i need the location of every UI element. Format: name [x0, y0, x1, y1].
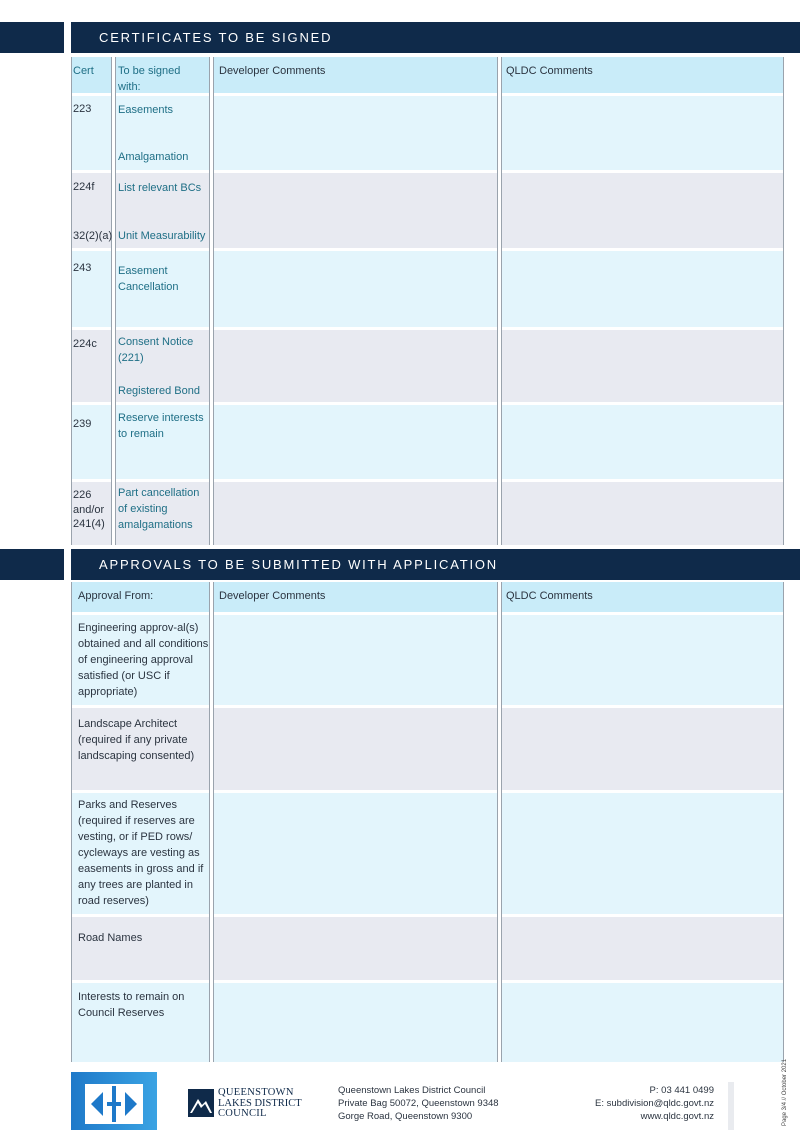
footer-edge-shade — [728, 1082, 734, 1130]
cert-item: Easement Cancellation — [118, 265, 179, 293]
approval-header-row — [71, 582, 784, 613]
approvals-title-text: APPROVALS TO BE SUBMITTED WITH APPLICATION — [99, 557, 498, 572]
approval-item: Landscape Architect (required if any private landscaping consented) — [78, 718, 195, 762]
certificates-section-title — [71, 22, 800, 53]
certificates-title-text: CERTIFICATES TO BE SIGNED — [99, 30, 333, 45]
approvals-section-title — [71, 549, 800, 580]
cert-code: 243 — [73, 262, 92, 274]
qldc-icon-block — [71, 1072, 157, 1130]
approvals-table — [71, 582, 784, 1062]
website-link[interactable]: www.qldc.govt.nz — [640, 1111, 714, 1122]
email-link[interactable]: E: subdivision@qldc.govt.nz — [595, 1098, 714, 1109]
header-cert: Cert — [73, 65, 94, 77]
logo-line-3: COUNCIL — [218, 1108, 267, 1119]
mountain-logo-icon — [188, 1089, 214, 1117]
header-qldc-comments: QLDC Comments — [506, 590, 593, 602]
phone-number: P: 03 441 0499 — [649, 1085, 714, 1096]
approval-item: Interests to remain on Council Reserves — [78, 991, 185, 1019]
cert-code: 32(2)(a) — [73, 230, 113, 242]
qldc-arrows-icon — [71, 1072, 157, 1130]
cert-item: Amalgamation — [118, 151, 189, 163]
header-developer-comments: Developer Comments — [219, 590, 326, 602]
page-info: Page 3/4 // October 2021 — [782, 1058, 788, 1126]
approval-item: Parks and Reserves (required if reserves are vesting, or if PED rows/ cycleways are vesting as easements in gross and if any trees are planted in road reserves) — [78, 799, 204, 907]
cert-item: Consent Notice (221) — [118, 336, 194, 364]
cert-item: Easements — [118, 104, 174, 116]
header-to-be-signed: To be signed with: — [118, 65, 181, 93]
approval-item: Engineering approv-al(s) obtained and all conditions of engineering approval satisfied (or USC if appropriate) — [78, 622, 209, 698]
council-logo — [188, 1088, 308, 1122]
header-qldc-comments: QLDC Comments — [506, 65, 593, 77]
address-line-2: Private Bag 50072, Queenstown 9348 — [338, 1098, 499, 1109]
cert-item: Unit Measurability — [118, 230, 206, 242]
logo-line-2: LAKES DISTRICT — [218, 1098, 302, 1109]
logo-line-1: QUEENSTOWN — [218, 1087, 294, 1098]
cert-item: Reserve interests to remain — [118, 412, 204, 440]
cert-code: 224f — [73, 181, 95, 193]
cert-code: 223 — [73, 103, 92, 115]
cert-code: 226 and/or 241(4) — [73, 489, 105, 530]
left-accent-bar — [0, 549, 64, 580]
approval-row-road-names — [71, 916, 784, 982]
address-line-3: Gorge Road, Queenstown 9300 — [338, 1111, 473, 1122]
header-approval-from: Approval From: — [78, 590, 154, 602]
cert-item: List relevant BCs — [118, 182, 202, 194]
cert-item: Registered Bond — [118, 385, 200, 397]
header-developer-comments: Developer Comments — [219, 65, 326, 77]
cert-code: 239 — [73, 418, 92, 430]
cert-code: 224c — [73, 338, 97, 350]
left-accent-bar — [0, 22, 64, 53]
approval-item: Road Names — [78, 932, 143, 944]
cert-item: Part cancellation of existing amalgamations — [118, 487, 200, 531]
certificates-table — [71, 57, 784, 545]
address-line-1: Queenstown Lakes District Council — [338, 1085, 486, 1096]
